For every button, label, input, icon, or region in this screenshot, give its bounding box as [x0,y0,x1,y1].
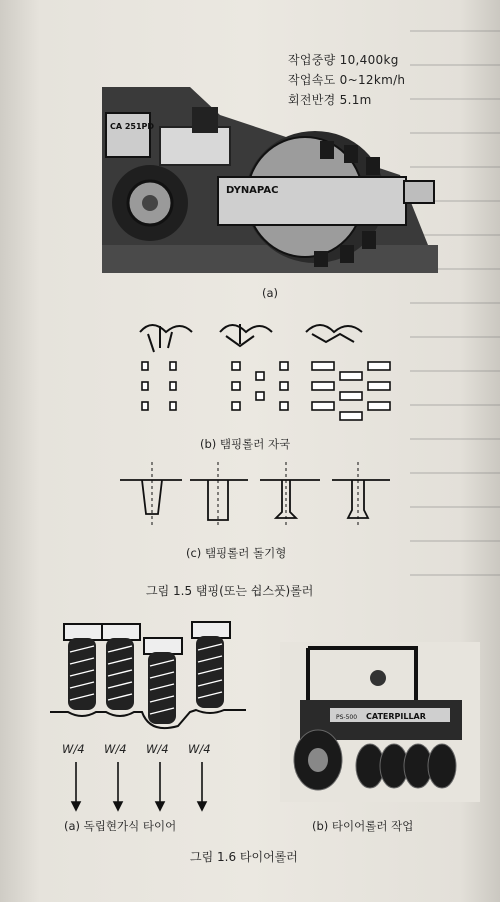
caption-tire-b: (b) 타이어롤러 작업 [312,819,414,833]
tire-roller-model-label: PS-500 [336,714,358,721]
figure-1-5-title: 그림 1.5 탬핑(또는 쉽스풋)롤러 [146,584,314,598]
load-label-2: W/4 [104,742,127,756]
load-label-1: W/4 [62,742,85,756]
load-label-4: W/4 [188,742,211,756]
tamping-pattern-diagram [130,318,390,428]
figure-1-6-title: 그림 1.6 타이어롤러 [190,850,298,864]
caption-a: (a) [262,286,279,300]
spec-speed: 작업속도 0~12km/h [288,73,406,87]
tire-roller-brand-label: CATERPILLAR [366,712,426,721]
tamping-roller-photo [100,85,440,275]
roller-model-label: CA 251PD [110,122,155,131]
spec-weight: 작업중량 10,400kg [288,53,399,67]
caption-c-profile: (c) 탬핑롤러 돌기형 [186,546,287,560]
tamping-foot-profiles [120,460,390,530]
caption-tire-a: (a) 독립현가식 타이어 [64,819,177,833]
roller-brand-label: DYNAPAC [226,185,279,196]
spec-radius: 회전반경 5.1m [288,93,372,107]
caption-b-pattern: (b) 탬핑롤러 자국 [200,437,291,451]
independent-suspension-tire-diagram [50,622,250,812]
load-label-3: W/4 [146,742,169,756]
tire-roller-photo [280,642,480,802]
